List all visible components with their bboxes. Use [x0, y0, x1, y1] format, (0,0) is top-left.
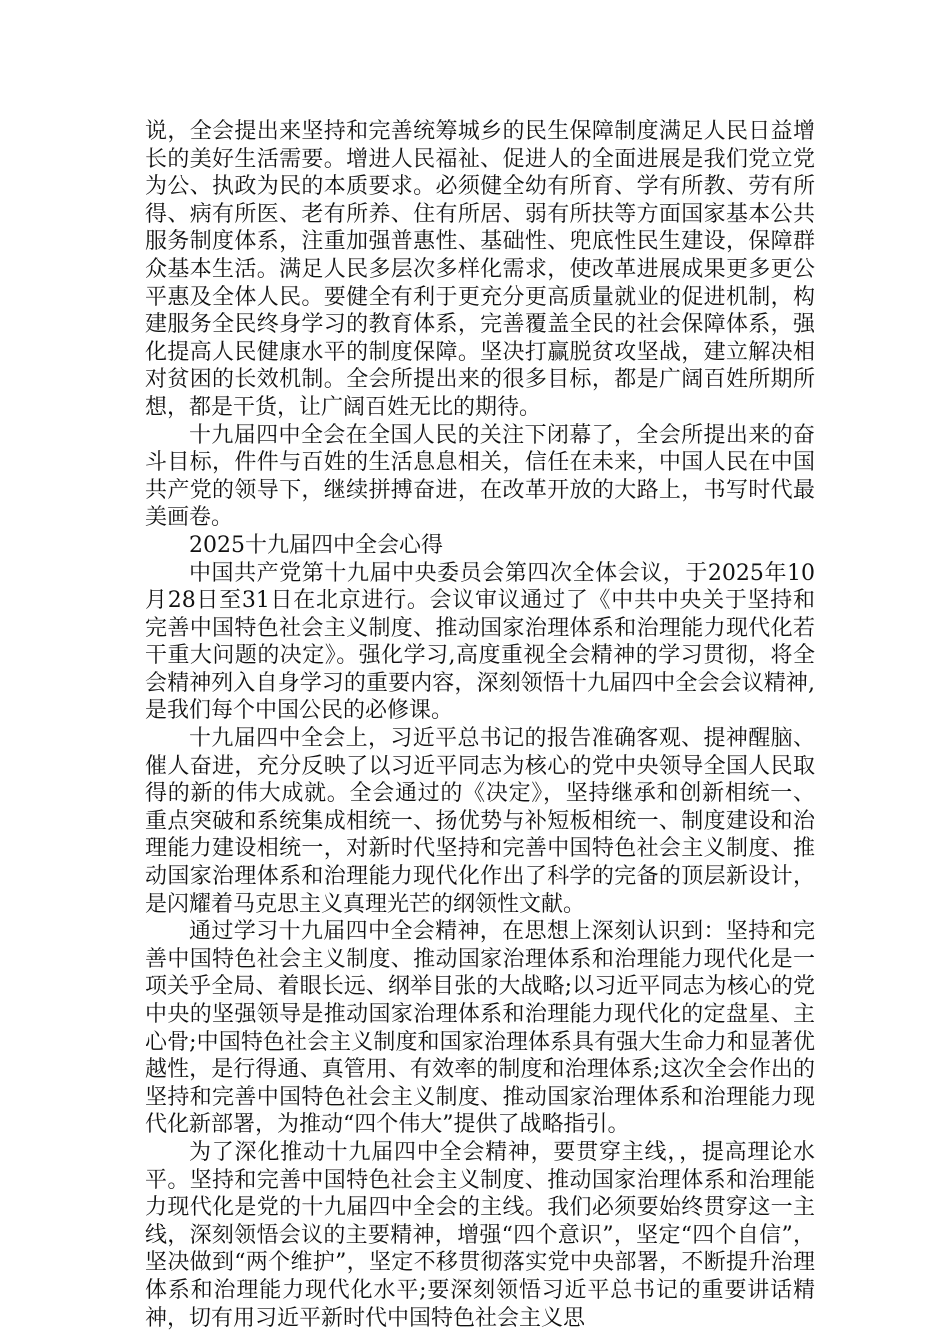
paragraph-1: 说，全会提出来坚持和完善统筹城乡的民生保障制度满足人民日益增长的美好生活需要。增进人民福祉、促进人的全面进展是我们党立党为公、执政为民的本质要求。必须健全幼有所育、学有所教、劳有所得、病有所医、老有所养、住有所居、弱有所扶等方面国家基本公共服务制度体系，注重加强普惠性、基础性、兜底性民生建设，保障群众基本生活。满足人民多层次多样化需求，使改革进展成果更多更公平惠及全体人民。要健全有利于更充分更高质量就业的促进机制，构建服务全民终身学习的教育体系，完善覆盖全民的社会保障体系，强化提高人民健康水平的制度保障。坚决打赢脱贫攻坚战，建立解决相对贫困的长效机制。全会所提出来的很多目标，都是广阔百姓所期所想，都是干货，让广阔百姓无比的期待。	[145, 119, 815, 420]
paragraph-5: 通过学习十九届四中全会精神，在思想上深刻认识到：坚持和完善中国特色社会主义制度、推动国家治理体系和治理能力现代化是一项关乎全局、着眼长远、纲举目张的大战略;以习近平同志为核心的党中央的坚强领导是推动国家治理体系和治理能力现代化的定盘星、主心骨;中国特色社会主义制度和国家治理体系具有强大生命力和显著优越性，是行得通、真管用、有效率的制度和治理体系;这次全会作出的坚持和完善中国特色社会主义制度、推动国家治理体系和治理能力现代化新部署，为推动“四个伟大”提供了战略指引。	[145, 919, 815, 1138]
section-heading: 2025十九届四中全会心得	[189, 532, 443, 558]
document-body	[145, 118, 815, 1332]
paragraph-2: 十九届四中全会在全国人民的关注下闭幕了，全会所提出来的奋斗目标，件件与百姓的生活息息相关，信任在未来，中国人民在中国共产党的领导下，继续拼搏奋进，在改革开放的大路上，书写时代最美画卷。	[145, 422, 815, 531]
paragraph-3: 中国共产党第十九届中央委员会第四次全体会议，于2025年10月28日至31日在北京进行。会议审议通过了《中共中央关于坚持和完善中国特色社会主义制度、推动国家治理体系和治理能力现代化若干重大问题的决定》。强化学习,高度重视全会精神的学习贯彻，将全会精神列入自身学习的重要内容，深刻领悟十九届四中全会会议精神,是我们每个中国公民的必修课。	[145, 560, 815, 724]
paragraph-4: 十九届四中全会上，习近平总书记的报告准确客观、提神醒脑、催人奋进，充分反映了以习近平同志为核心的党中央领导全国人民取得的新的伟大成就。全会通过的《决定》，坚持继承和创新相统一、重点突破和系统集成相统一、扬优势与补短板相统一、制度建设和治理能力建设相统一，对新时代坚持和完善中国特色社会主义制度、推动国家治理体系和治理能力现代化作出了科学的完备的顶层新设计，是闪耀着马克思主义真理光芒的纲领性文献。	[145, 726, 815, 917]
paragraph-6: 为了深化推动十九届四中全会精神，要贯穿主线，，提高理论水平。坚持和完善中国特色社会主义制度、推动国家治理体系和治理能力现代化是党的十九届四中全会的主线。我们必须要始终贯穿这一主线，深刻领悟会议的主要精神，增强“四个意识”，坚定“四个自信”，坚决做到“两个维护”，坚定不移贯彻落实党中央部署，不断提升治理体系和治理能力现代化水平;要深刻领悟习近平总书记的重要讲话精神，切有用习近平新时代中国特色社会主义思	[145, 1139, 815, 1331]
